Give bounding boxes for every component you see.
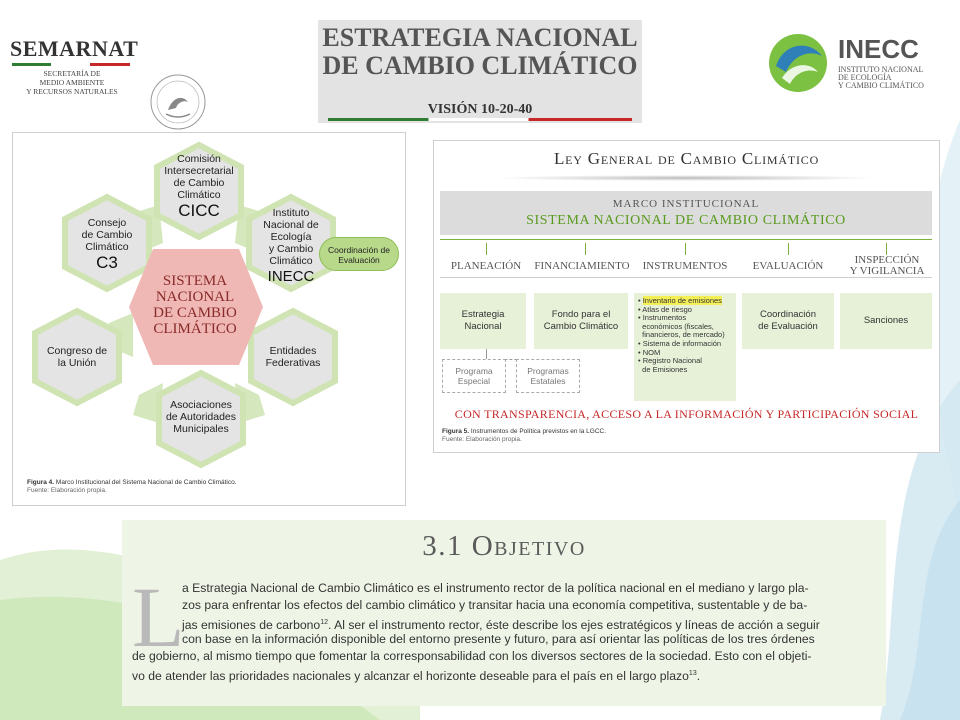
figure-5-panel <box>433 140 940 453</box>
header-divider <box>440 277 932 278</box>
inecc-name: INECC <box>838 34 919 64</box>
figure-5-caption: Figura 5. Instrumentos de Política previstos en la LGCC. Fuente: Elaboración propia. <box>442 428 607 443</box>
instrument-item: • Atlas de riesgo <box>638 304 692 314</box>
semarnat-subtitle: SECRETARÍA DE MEDIO AMBIENTE Y RECURSOS NATURALES <box>26 69 118 96</box>
node-inecc: Instituto Nacional de Ecología y Cambio Climático INECC <box>263 207 319 285</box>
connector-line <box>440 239 932 240</box>
semarnat-logo <box>10 36 210 96</box>
instrument-item: • NOM <box>638 347 661 357</box>
instrument-item: • Inventario de emisiones <box>638 296 722 305</box>
center-system-label: SISTEMA NACIONAL DE CAMBIO CLIMÁTICO <box>153 273 237 337</box>
title-shadow <box>494 175 879 181</box>
objective-title: 3.1 Objetivo <box>422 530 586 562</box>
tick-financiamiento <box>585 243 586 255</box>
instrument-item: • Registro Nacional <box>638 356 702 366</box>
objective-line-3: jas emisiones de carbono$^{12}$. Al ser el instrumento rector, éste describe los ejes estratégicos y líneas de acción a seguir <box>182 618 820 633</box>
node-c3: Consejo de Cambio Climático C3 <box>81 217 133 272</box>
law-title: Ley General de Cambio Climático <box>553 149 820 168</box>
box-coordinacion: Coordinación de Evaluación <box>742 293 834 349</box>
instrument-item: • Instrumentos <box>638 313 687 323</box>
vision-label: VISIÓN 10-20-40 <box>427 102 533 117</box>
objective-line-1: a Estrategia Nacional de Cambio Climático es el instrumento rector de la política nacional en el mediano y largo pla- <box>182 581 809 595</box>
col-planeacion: PLANEACIÓN <box>450 260 522 272</box>
box-programas-estatales: Programas Estatales <box>516 359 580 393</box>
objective-line-4: con base en la información disponible del entorno presente y futuro, para así orientar las políticas de los tres órdenes <box>182 632 815 646</box>
transparency-banner: CON TRANSPARENCIA, ACCESO A LA INFORMACIÓN Y PARTICIPACIÓN SOCIAL <box>454 407 919 421</box>
objective-line-6: vo de atender las prioridades nacionales y alcanzar el horizonte deseable para el país en el largo plazo$^{13}$. <box>132 669 701 684</box>
semarnat-flag-bar <box>12 63 130 66</box>
tick-evaluacion <box>788 243 789 255</box>
figure-4-panel <box>12 132 406 506</box>
instrument-item: económicos (fiscales, <box>642 321 714 331</box>
objective-section <box>122 520 886 706</box>
tick-instrumentos <box>685 243 686 255</box>
col-financiamiento: FINANCIAMIENTO <box>534 260 630 272</box>
instrument-item: financieros, de mercado) <box>642 330 725 340</box>
node-congreso: Congreso de la Unión <box>46 345 108 369</box>
dropcap-letter: L <box>132 569 185 665</box>
node-entidades: Entidades Federativas <box>265 345 321 369</box>
tick-planeacion <box>486 243 487 255</box>
objective-line-2: zos para enfrentar los efectos del cambio climático y transitar hacia una economía competitiva, sustentable y de ba- <box>182 598 808 612</box>
figure-4-caption: Figura 4. Marco Institucional del Sistema Nacional de Cambio Climático. Fuente: Elaboración propia. <box>27 479 237 494</box>
col-instrumentos: INSTRUMENTOS <box>642 260 728 272</box>
flag-stripe <box>328 118 632 121</box>
strategy-title: ESTRATEGIA NACIONAL DE CAMBIO CLIMÁTICO <box>322 23 638 80</box>
box-instrumentos <box>634 293 736 401</box>
inecc-subtitle: INSTITUTO NACIONAL DE ECOLOGÍA Y CAMBIO CLIMÁTICO <box>838 65 924 90</box>
box-sanciones: Sanciones <box>840 293 932 349</box>
objective-line-5: de gobierno, al mismo tiempo que fomentar la corresponsabilidad con los diversos sectores de la sociedad. Esto con el objeti- <box>132 649 812 663</box>
node-asociaciones: Asociaciones de Autoridades Municipales <box>165 399 237 435</box>
institutional-framework-box: MARCO INSTITUCIONAL SISTEMA NACIONAL DE CAMBIO CLIMÁTICO <box>440 191 932 235</box>
strategy-title-banner <box>318 20 642 123</box>
sub-connector <box>486 349 487 359</box>
coordination-evaluation-bubble: Coordinación de Evaluación <box>319 237 399 271</box>
node-cicc: Comisión Intersecretarial de Cambio Climático CICC <box>164 153 234 220</box>
box-fondo: Fondo para el Cambio Climático <box>534 293 628 349</box>
box-estrategia: Estrategia Nacional <box>440 293 526 349</box>
inecc-leaf-icon <box>766 32 830 94</box>
box-programa-especial: Programa Especial <box>442 359 506 393</box>
semarnat-name: SEMARNAT <box>10 36 139 61</box>
mexico-seal-icon <box>148 72 208 132</box>
instrument-item: • Sistema de información <box>638 338 722 348</box>
inecc-logo <box>766 32 946 94</box>
col-inspeccion: INSPECCIÓN Y VIGILANCIA <box>849 254 925 277</box>
instrument-item: de Emisiones <box>642 364 688 374</box>
col-evaluacion: EVALUACIÓN <box>752 260 824 272</box>
